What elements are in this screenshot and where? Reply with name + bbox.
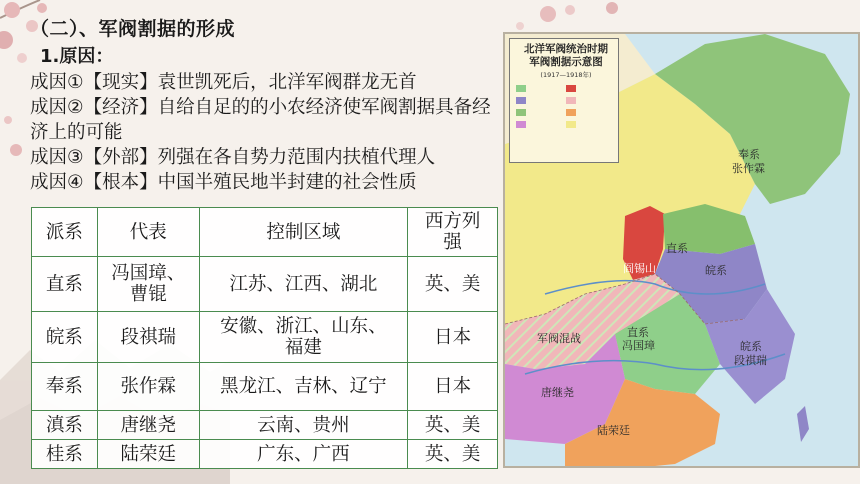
cell-region: 广东、广西 xyxy=(199,440,407,469)
cell-region-text: 安徽、浙江、山东、福建 xyxy=(220,316,387,358)
cell-power: 日本 xyxy=(408,363,498,411)
header-western-power xyxy=(408,208,498,257)
map-title-line2: 军阀割据示意图 xyxy=(529,56,603,68)
cell-region xyxy=(199,312,407,363)
map-label-zhixi-north: 直系 xyxy=(666,242,688,255)
map-label-duanqirui: 段祺瑞 xyxy=(734,354,767,367)
cell-power: 英、美 xyxy=(408,411,498,440)
cause-item-2: 成因②【经济】自给自足的的小农经济使军阀割据具备经济上的可能 xyxy=(30,97,491,143)
causes-list xyxy=(30,70,510,195)
cell-region: 云南、贵州 xyxy=(199,411,407,440)
cell-representative: 段祺瑞 xyxy=(97,312,199,363)
cause-item-4: 成因④【根本】中国半殖民地半封建的社会性质 xyxy=(30,172,417,193)
map-label-tangjiyao: 唐继尧 xyxy=(541,386,574,399)
cell-representative-text: 冯国璋、曹锟 xyxy=(111,263,186,305)
map-years: (1917—1918年) xyxy=(540,71,592,79)
header-region: 控制区域 xyxy=(199,208,407,257)
map-title xyxy=(513,43,619,69)
cell-representative: 陆荣廷 xyxy=(97,440,199,469)
map-label-wanxi-north: 皖系 xyxy=(705,264,727,277)
table-row xyxy=(32,257,498,312)
cell-faction: 直系 xyxy=(32,257,98,312)
table-row xyxy=(32,411,498,440)
causes-subheading: 1.原因： xyxy=(40,46,114,67)
cell-region: 江苏、江西、湖北 xyxy=(199,257,407,312)
warlord-factions-table xyxy=(31,207,498,469)
cell-faction: 皖系 xyxy=(32,312,98,363)
header-western-power-label: 西方列强 xyxy=(424,211,481,253)
map-label-lurongting: 陆荣廷 xyxy=(597,424,630,437)
cause-item-1: 成因①【现实】袁世凯死后，北洋军阀群龙无首 xyxy=(30,72,417,93)
cell-faction: 滇系 xyxy=(32,411,98,440)
cell-representative: 张作霖 xyxy=(97,363,199,411)
cell-representative: 唐继尧 xyxy=(97,411,199,440)
warlord-territory-map xyxy=(503,32,860,468)
cell-power: 英、美 xyxy=(408,440,498,469)
cell-representative xyxy=(97,257,199,312)
map-label-fengxi: 奉系 xyxy=(738,148,760,161)
map-label-yanxishan: 阎锡山 xyxy=(623,262,656,275)
table-row xyxy=(32,440,498,469)
header-representative: 代表 xyxy=(97,208,199,257)
table-row xyxy=(32,363,498,411)
cell-region: 黑龙江、吉林、辽宁 xyxy=(199,363,407,411)
cell-power: 日本 xyxy=(408,312,498,363)
table-header-row xyxy=(32,208,498,257)
table-row xyxy=(32,312,498,363)
map-label-zhangzuolin: 张作霖 xyxy=(732,162,765,175)
slide-heading: （二）、军阀割据的形成 xyxy=(30,18,236,40)
map-label-fengguozhang: 冯国璋 xyxy=(622,339,655,352)
map-label-zhixi-feng: 直系 xyxy=(627,326,649,339)
cell-faction: 奉系 xyxy=(32,363,98,411)
map-title-line1: 北洋军阀统治时期 xyxy=(524,43,608,55)
cell-faction: 桂系 xyxy=(32,440,98,469)
header-faction: 派系 xyxy=(32,208,98,257)
map-label-junfa-hunzhan: 军阀混战 xyxy=(537,332,581,345)
map-label-wanxi-duan: 皖系 xyxy=(740,340,762,353)
cell-power: 英、美 xyxy=(408,257,498,312)
cause-item-3: 成因③【外部】列强在各自势力范围内扶植代理人 xyxy=(30,147,436,168)
